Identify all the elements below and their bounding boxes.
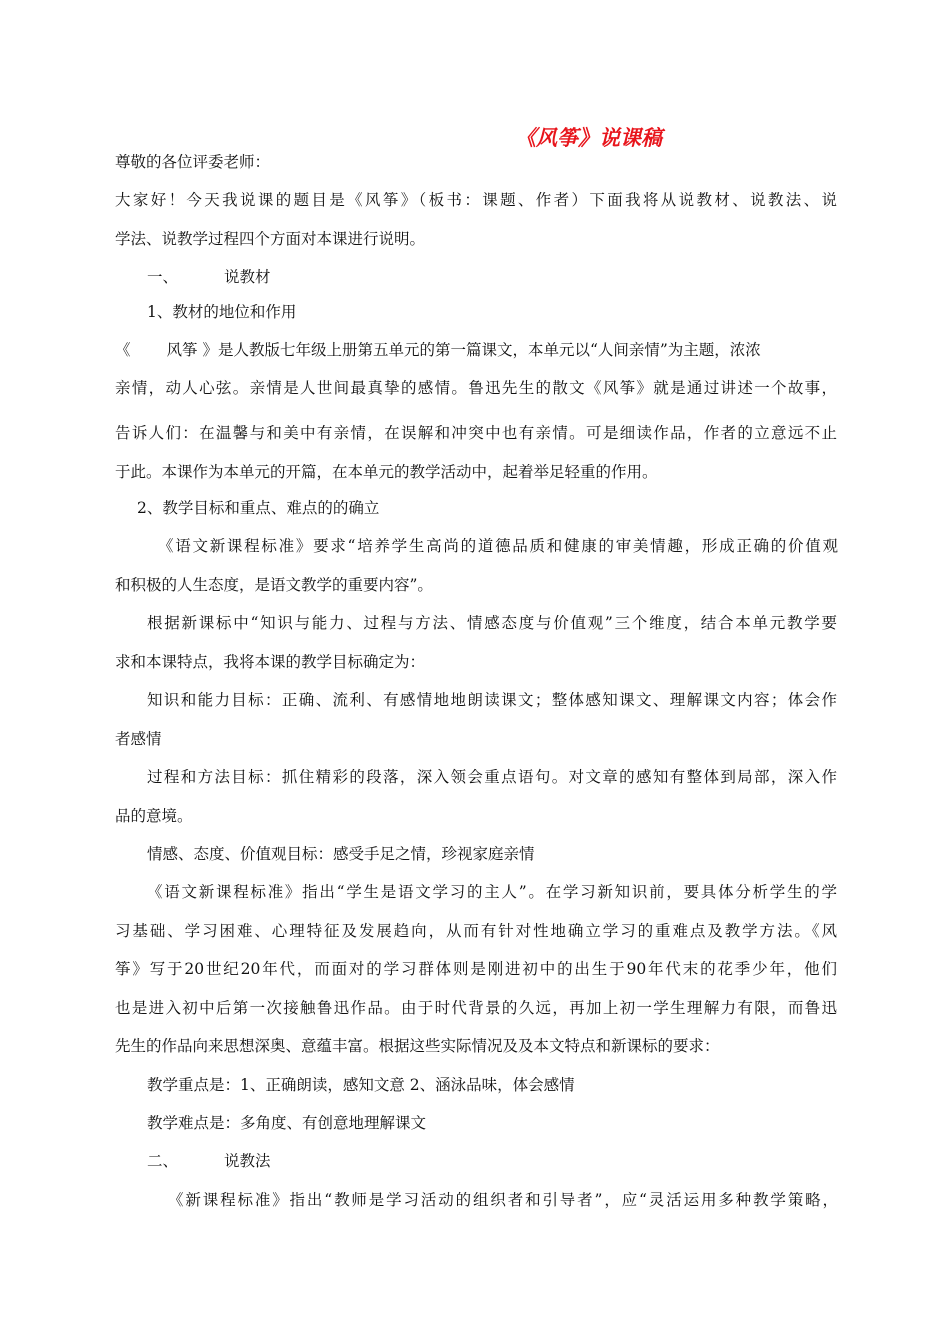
paragraph-line: 品的意境。: [115, 807, 193, 825]
subsection-heading: 2、教学目标和重点、难点的的确立: [137, 499, 380, 517]
paragraph-line: 筝》写于20世纪20年代，而面对的学习群体则是刚进初中的出生于90年代末的花季少年，他们: [115, 960, 837, 978]
paragraph-line: 先生的作品向来思想深奥、意蕴丰富。根据这些实际情况及及本文特点和新课标的要求：: [115, 1037, 720, 1055]
paragraph-line: 告诉人们：在温馨与和美中有亲情，在误解和冲突中也有亲情。可是细读作品，作者的立意远不止: [115, 424, 837, 442]
paragraph-line: 《语文新课程标准》要求“培养学生高尚的道德品质和健康的审美情趣，形成正确的价值观: [158, 537, 838, 555]
paragraph-line: 学法、说教学过程四个方面对本课进行说明。: [115, 230, 426, 248]
section-heading-1: [147, 267, 271, 287]
paragraph-line: 于此。本课作为本单元的开篇，在本单元的教学活动中，起着举足轻重的作用。: [115, 463, 658, 481]
paragraph-line: 大家好！今天我说课的题目是《风筝》（板书：课题、作者）下面我将从说教材、说教法、说: [115, 191, 837, 209]
section-heading-2: [147, 1151, 271, 1171]
paragraph-line: 过程和方法目标：抓住精彩的段落，深入领会重点语句。对文章的感知有整体到局部，深入作: [147, 768, 837, 786]
section-title: 说教材: [224, 268, 271, 286]
paragraph-line: 《语文新课程标准》指出“学生是语文学习的主人”。在学习新知识前，要具体分析学生的学: [147, 883, 837, 901]
paragraph-line: 求和本课特点，我将本课的教学目标确定为：: [115, 653, 426, 671]
paragraph-line: 教学重点是：1、正确朗读，感知文意 2、涵泳品味，体会感情: [147, 1076, 575, 1094]
paragraph-line: 也是进入初中后第一次接触鲁迅作品。由于时代背景的久远，再加上初一学生理解力有限，而鲁迅: [115, 999, 837, 1017]
open-quote: 《: [115, 341, 131, 359]
document-title: 《风筝》说课稿: [515, 125, 662, 150]
section-number: 二、: [147, 1152, 179, 1170]
paragraph-line: 根据新课标中“知识与能力、过程与方法、情感态度与价值观”三个维度，结合本单元教学要: [147, 614, 837, 632]
paragraph-line: 习基础、学习困难、心理特征及发展趋向，从而有针对性地确立学习的重难点及教学方法。《风: [115, 922, 837, 940]
paragraph-line: 情感、态度、价值观目标：感受手足之情，珍视家庭亲情: [147, 845, 535, 863]
section-number: 一、: [147, 268, 179, 286]
paragraph-line: 者感情: [115, 730, 162, 748]
greeting: 尊敬的各位评委老师：: [115, 153, 271, 171]
paragraph-line: 和积极的人生态度，是语文教学的重要内容”。: [115, 576, 433, 594]
paragraph-text: 风筝 》是人教版七年级上册第五单元的第一篇课文，本单元以“人间亲情”为主题，浓浓: [166, 341, 761, 359]
paragraph-line: [115, 340, 761, 360]
paragraph-line: 教学难点是：多角度、有创意地理解课文: [147, 1114, 427, 1132]
paragraph-line: 知识和能力目标：正确、流利、有感情地地朗读课文；整体感知课文、理解课文内容；体会作: [147, 691, 837, 709]
section-title: 说教法: [224, 1152, 271, 1170]
subsection-heading: 1、教材的地位和作用: [147, 303, 297, 321]
paragraph-line: 《新课程标准》指出“教师是学习活动的组织者和引导者”，应“灵活运用多种教学策略，: [168, 1191, 838, 1209]
paragraph-line: 亲情，动人心弦。亲情是人世间最真挚的感情。鲁迅先生的散文《风筝》就是通过讲述一个故事，: [115, 379, 837, 397]
